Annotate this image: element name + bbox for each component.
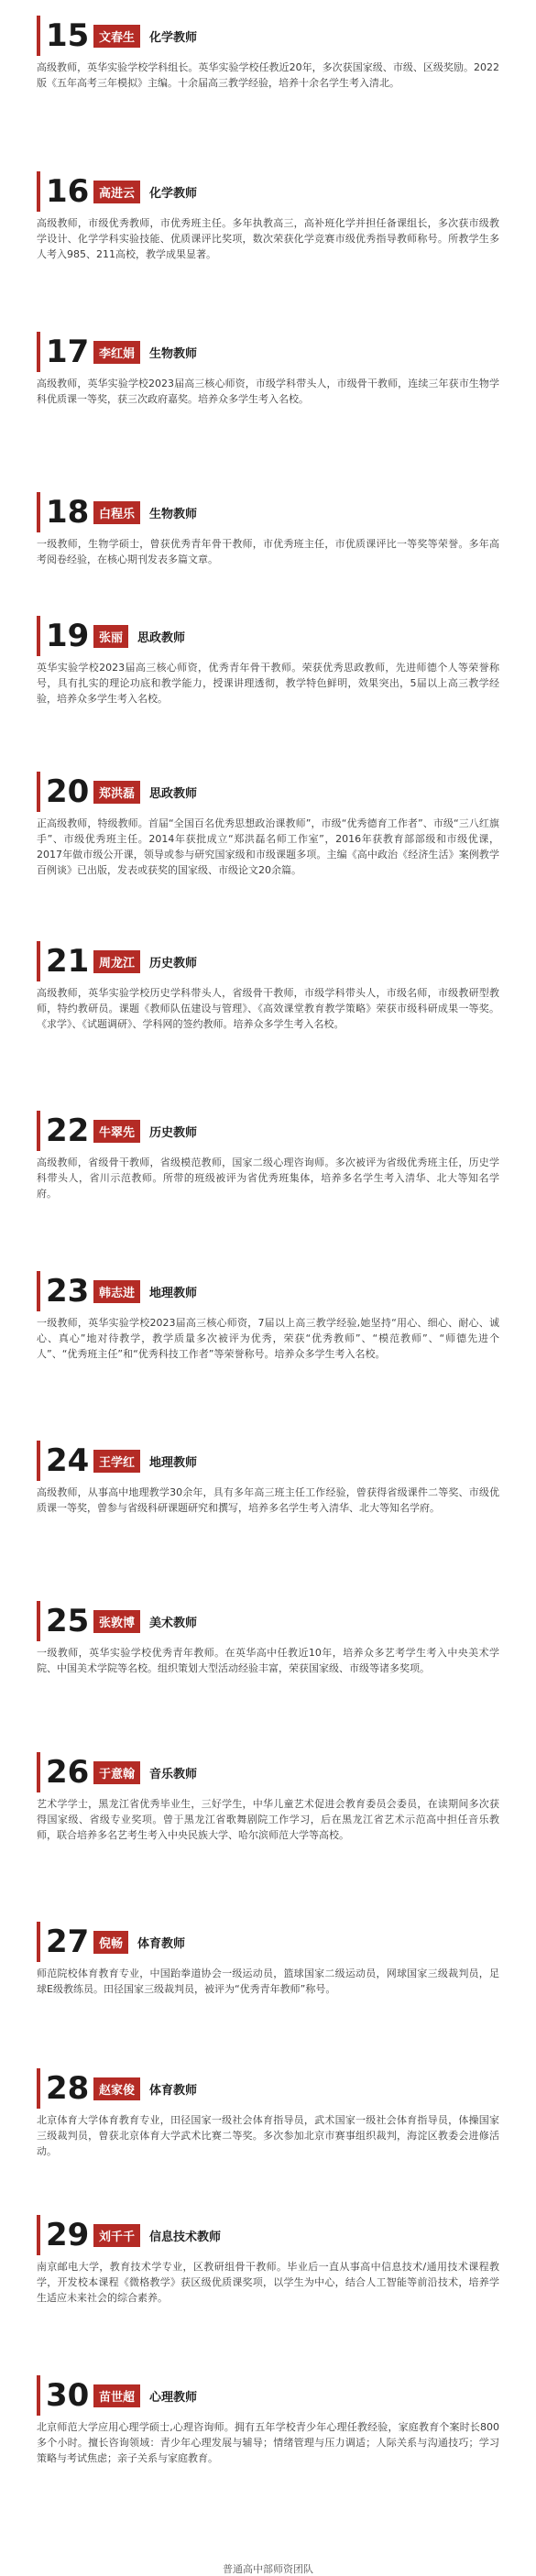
teacher-entry xyxy=(37,1922,499,2068)
teacher-header xyxy=(37,1601,499,1641)
teacher-header xyxy=(37,616,499,656)
teacher-header xyxy=(37,1441,499,1481)
teacher-number: 30 xyxy=(46,2377,90,2414)
teacher-name: 苗世超 xyxy=(93,2384,140,2407)
teacher-bio: 正高级教师，特级教师。首届“全国百名优秀思想政治课教师”，市级“优秀德育工作者”、市级“三八红旗手”、市级优秀班主任。2014年获批成立“郑洪磊名师工作室”，2016年获教育部部级和市级优课，2017年做市级公开课，领导或参与研究国家级和市级课题多项。主编《高中政治《经济生活》案例教学百例谈》已出版，发表或获奖的国家级、市级论文20余篇。 xyxy=(37,817,499,876)
teacher-entry xyxy=(37,941,499,1111)
teacher-entry xyxy=(37,1111,499,1271)
teacher-number: 27 xyxy=(46,1924,90,1960)
teacher-number: 16 xyxy=(46,173,90,210)
teacher-bio: 一级教师，英华实验学校优秀青年教师。在英华高中任教近10年，培养众多艺考学生考入中央美术学院、中国美术学院等名校。组织策划大型活动经验丰富，荣获国家级、市级等诸多奖项。 xyxy=(37,1647,499,1674)
teacher-number: 22 xyxy=(46,1113,90,1149)
teacher-role: 思政教师 xyxy=(149,786,198,801)
teacher-number: 21 xyxy=(46,943,90,980)
teacher-header xyxy=(37,492,499,532)
teacher-name: 赵家俊 xyxy=(93,2077,140,2100)
teacher-bio: 高级教师，从事高中地理教学30余年，具有多年高三班主任工作经验，曾获得省级课件二等奖、市级优质课一等奖，曾参与省级科研课题研究和撰写，培养多名学生考入清华、北大等知名学府。 xyxy=(37,1486,499,1514)
teacher-name: 周龙江 xyxy=(93,950,140,973)
teacher-bio: 北京体育大学体育教育专业，田径国家一级社会体育指导员，武术国家一级社会体育指导员，体操国家三级裁判员，曾获北京体育大学武术比赛二等奖。多次参加北京市赛事组织裁判，海淀区教委会进修活动。 xyxy=(37,2114,499,2157)
teacher-name: 文春生 xyxy=(93,25,140,48)
teacher-header xyxy=(37,1111,499,1151)
teacher-name: 于意翰 xyxy=(93,1761,140,1784)
teacher-name: 李红娟 xyxy=(93,341,140,364)
teacher-number: 29 xyxy=(46,2217,90,2253)
teacher-entry xyxy=(37,171,499,332)
teacher-entry xyxy=(37,1752,499,1922)
teacher-role: 音乐教师 xyxy=(149,1767,198,1781)
teacher-bio: 高级教师，英华实验学校历史学科带头人，省级骨干教师，市级学科带头人，市级名师，市级教研型教师，特约教研员。课题《教师队伍建设与管理》、《高效课堂教育教学策略》荣获市级科研成果一等奖。《求学》、《试题调研》、学科网的签约教师。培养众多学生考入名校。 xyxy=(37,987,499,1030)
teacher-bio: 艺术学学士，黑龙江省优秀毕业生，三好学生，中华儿童艺术促进会教育委员会委员，在读期间多次获得国家级、省级专业奖项。曾于黑龙江省歌舞剧院工作学习，后在黑龙江省艺术示范高中担任音乐教师，联合培养多名艺考生考入中央民族大学、哈尔滨师范大学等高校。 xyxy=(37,1798,499,1841)
teacher-entry xyxy=(37,2215,499,2375)
teacher-number: 24 xyxy=(46,1442,90,1479)
teacher-number: 26 xyxy=(46,1754,90,1791)
teacher-bio: 英华实验学校2023届高三核心师资，优秀青年骨干教师。荣获优秀思政教师，先进师德个人等荣誉称号，具有扎实的理论功底和教学能力，授课讲理透彻，教学特色鲜明，效果突出，5届以上高三教学经验，培养众多学生考入名校。 xyxy=(37,662,499,705)
teacher-name: 刘千千 xyxy=(93,2224,140,2247)
teacher-bio: 高级教师，市级优秀教师，市优秀班主任。多年执教高三，高补班化学并担任备课组长，多次获市级教学设计、化学学科实验技能、优质课评比奖项，数次荣获化学竞赛市级优秀指导教师称号。所教学生多人考入985、211高校，教学成果显著。 xyxy=(37,217,499,260)
teacher-bio: 南京邮电大学，教育技术学专业，区教研组骨干教师。毕业后一直从事高中信息技术/通用技术课程教学，开发校本课程《微格教学》获区级优质课奖项，以学生为中心，结合人工智能等前沿技术，培养学生适应未来社会的综合素养。 xyxy=(37,2261,499,2304)
teacher-role: 地理教师 xyxy=(149,1455,198,1470)
teacher-number: 18 xyxy=(46,494,90,531)
teacher-header xyxy=(37,1922,499,1962)
teacher-header xyxy=(37,2215,499,2255)
teacher-entry xyxy=(37,1441,499,1601)
teacher-name: 郑洪磊 xyxy=(93,781,140,804)
teacher-role: 生物教师 xyxy=(149,507,198,521)
teacher-name: 韩志进 xyxy=(93,1280,140,1303)
teacher-role: 历史教师 xyxy=(149,1125,198,1140)
teacher-role: 化学教师 xyxy=(149,30,198,45)
teacher-header xyxy=(37,171,499,212)
teacher-number: 25 xyxy=(46,1603,90,1639)
teacher-bio: 师范院校体育教育专业，中国跆拳道协会一级运动员，篮球国家二级运动员，网球国家三级裁判员，足球E级教练员。田径国家三级裁判员，被评为“优秀青年教师”称号。 xyxy=(37,1968,499,1995)
teacher-entry xyxy=(37,1601,499,1752)
teacher-entry xyxy=(37,332,499,492)
teacher-bio: 高级教师，英华实验学校2023届高三核心师资，市级学科带头人，市级骨干教师，连续三年获市生物学科优质课一等奖，获三次政府嘉奖。培养众多学生考入名校。 xyxy=(37,378,499,405)
teacher-bio: 高级教师，省级骨干教师，省级模范教师，国家二级心理咨询师。多次被评为省级优秀班主任，历史学科带头人，省川示范教师。所带的班级被评为省优秀班集体，培养多名学生考入清华、北大等知名学府。 xyxy=(37,1156,499,1200)
teacher-number: 15 xyxy=(46,17,90,54)
teacher-header xyxy=(37,1752,499,1792)
teacher-entry xyxy=(37,1271,499,1441)
teacher-number: 28 xyxy=(46,2070,90,2107)
teacher-header xyxy=(37,772,499,812)
teacher-header xyxy=(37,332,499,372)
teacher-header xyxy=(37,16,499,56)
teacher-entry xyxy=(37,616,499,772)
teacher-bio: 北京师范大学应用心理学硕士,心理咨询师。拥有五年学校青少年心理任教经验，家庭教育个案时长800多个小时。擅长咨询领域：青少年心理发展与辅导；情绪管理与压力调适；人际关系与沟通技巧；学习策略与考试焦虑；亲子关系与家庭教育。 xyxy=(37,2421,499,2464)
teacher-header xyxy=(37,941,499,981)
teacher-name: 高进云 xyxy=(93,181,140,203)
teacher-header xyxy=(37,1271,499,1311)
teacher-name: 张敦博 xyxy=(93,1610,140,1633)
teacher-entry xyxy=(37,16,499,171)
teacher-entry xyxy=(37,492,499,616)
teacher-role: 美术教师 xyxy=(149,1616,198,1630)
teacher-name: 倪畅 xyxy=(93,1931,128,1954)
teacher-role: 信息技术教师 xyxy=(149,2230,222,2244)
teacher-name: 王学红 xyxy=(93,1450,140,1473)
teacher-role: 思政教师 xyxy=(137,630,186,645)
teacher-number: 23 xyxy=(46,1273,90,1310)
teacher-name: 白程乐 xyxy=(93,501,140,524)
teacher-number: 17 xyxy=(46,334,90,370)
teacher-role: 地理教师 xyxy=(149,1286,198,1300)
teacher-bio: 一级教师，生物学硕士，曾获优秀青年骨干教师，市优秀班主任，市优质课评比一等奖等荣誉。多年高考阅卷经验，在核心期刊发表多篇文章。 xyxy=(37,538,499,565)
teacher-bio: 一级教师，英华实验学校2023届高三核心师资，7届以上高三教学经验,她坚持“用心、细心、耐心、诚心、真心”地对待教学，教学质量多次被评为优秀，荣获“优秀教师”、“模范教师”、“师德先进个人”、“优秀班主任”和“优秀科技工作者”等荣誉称号。培养众多学生考入名校。 xyxy=(37,1317,499,1360)
teacher-header xyxy=(37,2068,499,2109)
teacher-role: 体育教师 xyxy=(137,1936,186,1951)
footer-caption: 普通高中部师资团队 xyxy=(223,2563,313,2575)
teacher-entry xyxy=(37,2375,499,2545)
teacher-name: 牛翠先 xyxy=(93,1120,140,1143)
teacher-name: 张丽 xyxy=(93,625,128,648)
teacher-bio: 高级教师，英华实验学校学科组长。英华实验学校任教近20年，多次获国家级、市级、区级奖励。2022版《五年高考三年模拟》主编。十余届高三教学经验，培养十余名学生考入清北。 xyxy=(37,61,499,89)
teacher-number: 20 xyxy=(46,773,90,810)
teacher-number: 19 xyxy=(46,618,90,654)
teacher-role: 化学教师 xyxy=(149,186,198,201)
teacher-role: 历史教师 xyxy=(149,956,198,970)
teacher-header xyxy=(37,2375,499,2416)
teacher-role: 心理教师 xyxy=(149,2390,198,2405)
teacher-entry xyxy=(37,2068,499,2215)
teacher-role: 生物教师 xyxy=(149,346,198,361)
teacher-entry xyxy=(37,772,499,941)
teacher-role: 体育教师 xyxy=(149,2083,198,2098)
